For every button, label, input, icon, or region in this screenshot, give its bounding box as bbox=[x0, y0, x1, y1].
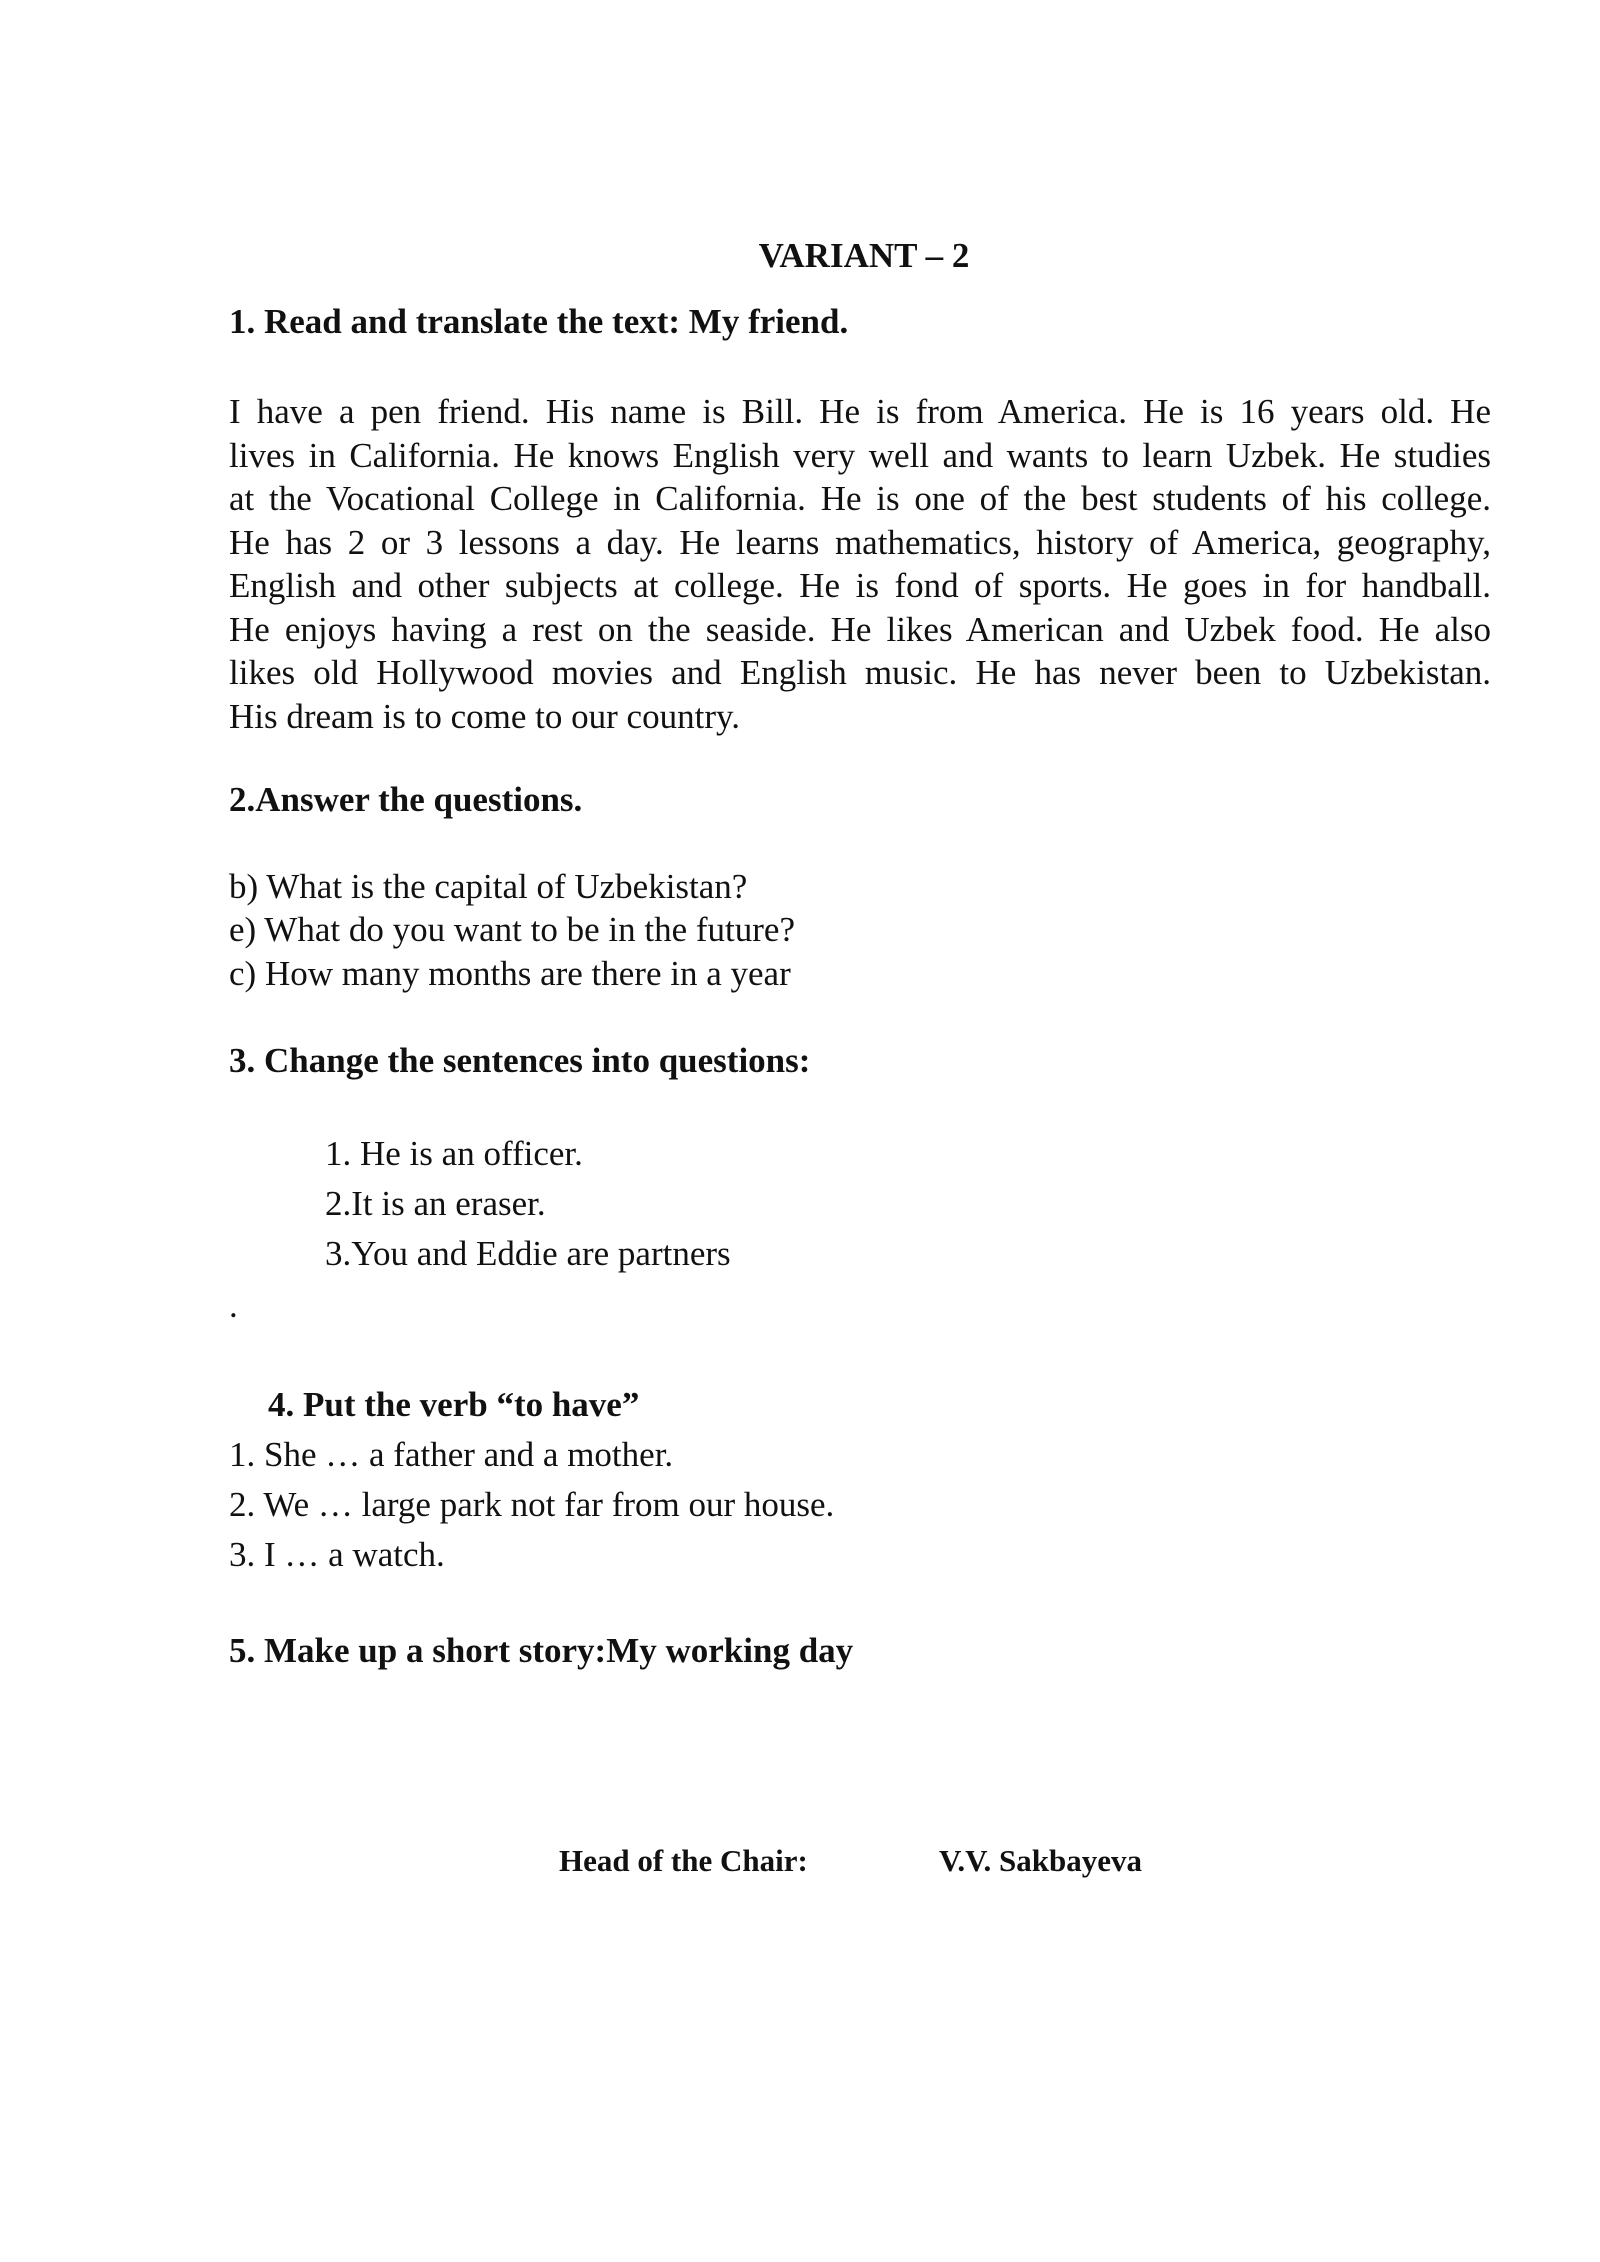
signature-name: V.V. Sakbayeva bbox=[939, 1843, 1143, 1878]
signature-label: Head of the Chair: bbox=[559, 1843, 808, 1878]
task3-heading: 3. Change the sentences into questions: bbox=[229, 1041, 811, 1080]
text-line: English and other subjects at college. He is fond of sports. He goes in for handball. bbox=[229, 566, 1491, 605]
task5-heading: 5. Make up a short story:My working day bbox=[229, 1631, 854, 1670]
question-item: c) How many months are there in a year bbox=[229, 954, 791, 993]
text-line: likes old Hollywood movies and English music. He has never been to Uzbekistan. bbox=[229, 653, 1491, 692]
task1-text bbox=[229, 390, 1491, 738]
verb-item: 3. I … a watch. bbox=[229, 1535, 445, 1574]
sentence-item: 1. He is an officer. bbox=[325, 1134, 583, 1173]
text-line: I have a pen friend. His name is Bill. He is from America. He is 16 years old. He bbox=[229, 392, 1491, 431]
question-item: e) What do you want to be in the future? bbox=[229, 910, 795, 949]
task4-heading: 4. Put the verb “to have” bbox=[268, 1385, 640, 1424]
text-line: He has 2 or 3 lessons a day. He learns mathematics, history of America, geography, bbox=[229, 522, 1491, 562]
stray-mark: . bbox=[229, 1286, 238, 1325]
sentence-item: 2.It is an eraser. bbox=[325, 1184, 546, 1223]
page-title: VARIANT – 2 bbox=[758, 236, 970, 275]
text-line: His dream is to come to our country. bbox=[229, 696, 740, 736]
task1-heading: 1. Read and translate the text: My friend. bbox=[229, 302, 849, 341]
question-item: b) What is the capital of Uzbekistan? bbox=[229, 867, 748, 906]
text-line: lives in California. He knows English very well and wants to learn Uzbek. He studies bbox=[229, 435, 1491, 475]
text-line: at the Vocational College in California. He is one of the best students of his college. bbox=[229, 479, 1491, 518]
task2-heading: 2.Answer the questions. bbox=[229, 780, 583, 819]
text-line: He enjoys having a rest on the seaside. He likes American and Uzbek food. He also bbox=[229, 609, 1491, 649]
verb-item: 1. She … a father and a mother. bbox=[229, 1435, 674, 1474]
sentence-item: 3.You and Eddie are partners bbox=[325, 1234, 731, 1273]
verb-item: 2. We … large park not far from our house. bbox=[229, 1485, 835, 1524]
